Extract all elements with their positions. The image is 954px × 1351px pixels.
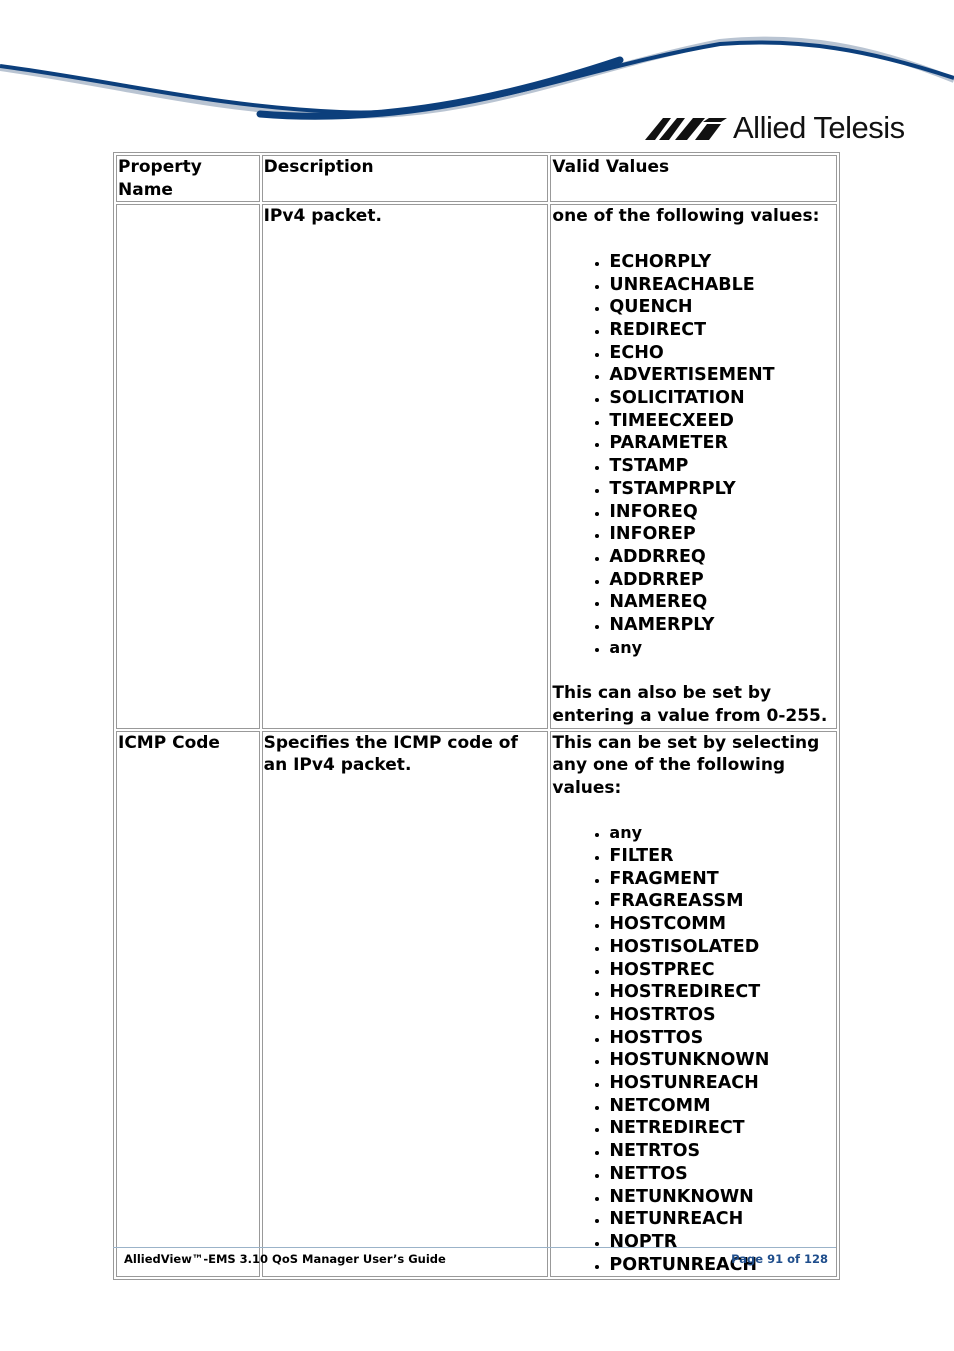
list-item: • TIMEECXEED [609,410,835,433]
table-header-row [116,155,837,202]
footer-title: AlliedView™-EMS 3.10 QoS Manager User’s Guide [124,1252,446,1266]
list-item: • HOSTREDIRECT [609,981,835,1004]
list-item: • NETRTOS [609,1140,835,1163]
list-item: • ECHORPLY [609,251,835,274]
list-item: • INFOREQ [609,501,835,524]
list-item: • NETUNREACH [609,1208,835,1231]
footer-page-number: Page 91 of 128 [731,1252,828,1266]
values-list [552,251,835,660]
logo-mark-icon [645,114,729,144]
list-item: • SOLICITATION [609,387,835,410]
property-name-cell [116,204,260,728]
list-item: • ADDRREQ [609,546,835,569]
properties-table [113,152,840,1280]
logo-text: Allied Telesis [733,110,905,145]
list-item: • NETUNKNOWN [609,1186,835,1209]
list-item: • HOSTUNREACH [609,1072,835,1095]
list-item: • NAMERPLY [609,614,835,637]
list-item: • NOPTR [609,1231,835,1254]
values-note: This can also be set by entering a value from 0-255. [552,683,828,726]
list-item: • HOSTCOMM [609,913,835,936]
list-item: • ADVERTISEMENT [609,364,835,387]
table-row [116,204,837,728]
values-intro: This can be set by selecting any one of the following values: [552,732,820,798]
list-item: • HOSTISOLATED [609,936,835,959]
list-item: • HOSTUNKNOWN [609,1049,835,1072]
valid-values-cell [550,731,837,1278]
list-item: • UNREACHABLE [609,274,835,297]
header-description: Description [262,155,549,202]
header-valid-values: Valid Values [550,155,837,202]
list-item: • TSTAMPRPLY [609,478,835,501]
allied-telesis-logo [645,110,905,146]
description-cell: IPv4 packet. [262,204,549,728]
list-item: • NAMEREQ [609,591,835,614]
table-row [116,731,837,1278]
list-item: • NETTOS [609,1163,835,1186]
list-item: • HOSTRTOS [609,1004,835,1027]
valid-values-cell [550,204,837,728]
values-list [552,822,835,1276]
list-item: • TSTAMP [609,455,835,478]
list-item: • NETCOMM [609,1095,835,1118]
list-item: • FILTER [609,845,835,868]
footer-divider [113,1247,836,1248]
header-property-name: Property Name [116,155,260,202]
list-item: • PARAMETER [609,432,835,455]
list-item: • HOSTTOS [609,1027,835,1050]
list-item: • ADDRREP [609,569,835,592]
list-item: • FRAGMENT [609,868,835,891]
list-item: • any [609,637,835,660]
list-item: • HOSTPREC [609,959,835,982]
list-item: • NETREDIRECT [609,1117,835,1140]
list-item: • ECHO [609,342,835,365]
property-name-cell: ICMP Code [116,731,260,1278]
list-item: • REDIRECT [609,319,835,342]
list-item: • INFOREP [609,523,835,546]
list-item: • PORTUNREACH [609,1254,835,1277]
list-item: • any [609,822,835,845]
values-intro: one of the following values: [552,206,820,227]
description-cell: Specifies the ICMP code of an IPv4 packet. [262,731,549,1278]
list-item: • FRAGREASSM [609,890,835,913]
list-item: • QUENCH [609,296,835,319]
